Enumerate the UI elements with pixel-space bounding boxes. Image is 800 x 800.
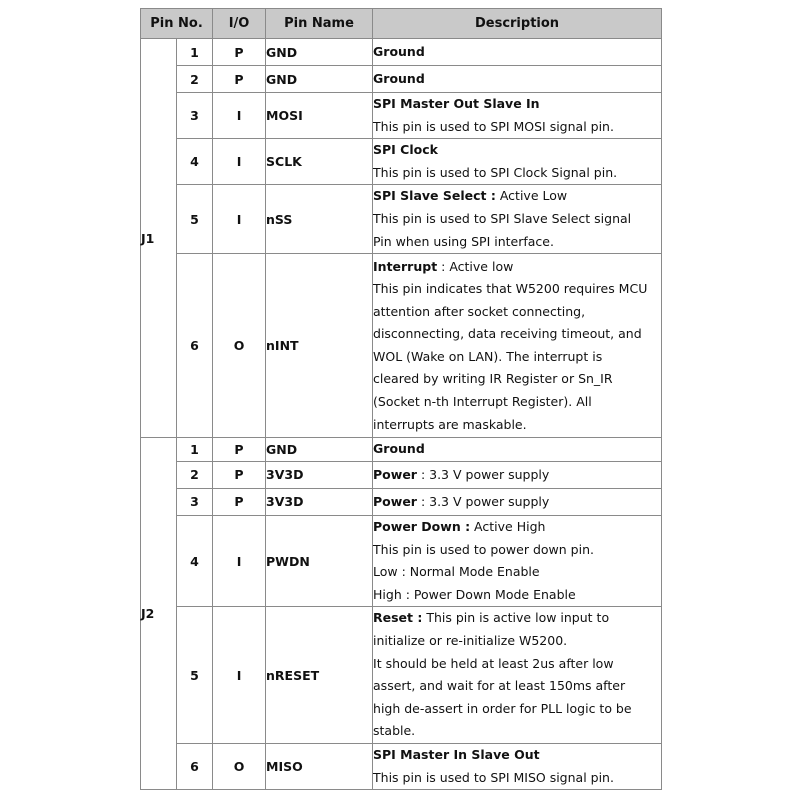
description-heading-line [373, 256, 661, 279]
description-title: Power Down : [373, 518, 471, 534]
description-heading-line [373, 185, 661, 208]
pin-io-type: I [213, 93, 266, 139]
pin-name: GND [266, 66, 373, 93]
description-suffix: : Active low [437, 258, 514, 274]
description-heading-line [373, 438, 661, 461]
pin-name: MISO [266, 743, 373, 789]
pin-name: GND [266, 438, 373, 462]
pin-description [373, 743, 662, 789]
pin-description [373, 461, 662, 488]
pin-name: nINT [266, 254, 373, 438]
pin-number: 4 [177, 515, 213, 606]
description-title: SPI Master In Slave Out [373, 746, 540, 762]
table-row [141, 461, 662, 488]
description-heading-line [373, 139, 661, 162]
pin-io-type: P [213, 461, 266, 488]
pin-number: 5 [177, 607, 213, 744]
pin-io-type: O [213, 254, 266, 438]
description-line: initialize or re-initialize W5200. [373, 632, 568, 648]
pin-name: nSS [266, 185, 373, 254]
description-heading-line [373, 516, 661, 539]
description-title: Interrupt [373, 258, 438, 274]
pin-io-type: O [213, 743, 266, 789]
description-suffix: Active Low [495, 188, 568, 204]
description-line: This pin is used to SPI MISO signal pin. [373, 769, 614, 785]
header-io: I/O [213, 9, 266, 39]
pin-description [373, 39, 662, 66]
pin-description [373, 139, 662, 185]
table-row [141, 254, 662, 438]
description-line: WOL (Wake on LAN). The interrupt is [373, 348, 603, 364]
table-row [141, 438, 662, 462]
table-row [141, 185, 662, 254]
description-title: Power [373, 493, 417, 509]
description-line: Low : Normal Mode Enable [373, 564, 540, 580]
description-suffix: : 3.3 V power supply [416, 493, 550, 509]
description-heading-line [373, 491, 661, 514]
pin-name: SCLK [266, 139, 373, 185]
pin-table [140, 8, 662, 790]
header-pin-no: Pin No. [141, 9, 213, 39]
description-title: Reset : [373, 610, 423, 626]
pin-io-type: P [213, 39, 266, 66]
description-title: SPI Clock [373, 142, 438, 158]
pin-io-type: I [213, 139, 266, 185]
description-title: Ground [373, 43, 425, 59]
connector-label: J1 [141, 39, 177, 438]
table-row [141, 743, 662, 789]
pin-description [373, 185, 662, 254]
description-suffix: Active High [470, 518, 546, 534]
description-heading-line [373, 464, 661, 487]
description-title: Ground [373, 441, 425, 457]
pin-number: 1 [177, 39, 213, 66]
pin-name: nRESET [266, 607, 373, 744]
pin-number: 3 [177, 93, 213, 139]
description-line: Pin when using SPI interface. [373, 233, 554, 249]
pin-io-type: I [213, 515, 266, 606]
pin-description [373, 93, 662, 139]
table-row [141, 139, 662, 185]
description-heading-line [373, 41, 661, 64]
description-line: high de-assert in order for PLL logic to be [373, 700, 632, 716]
pin-name: MOSI [266, 93, 373, 139]
description-line: stable. [373, 723, 416, 739]
description-title: Power [373, 466, 417, 482]
description-heading-line [373, 607, 661, 630]
pin-number: 6 [177, 254, 213, 438]
description-title: SPI Master Out Slave In [373, 96, 540, 111]
table-row [141, 515, 662, 606]
description-line: interrupts are maskable. [373, 416, 527, 432]
pin-description [373, 515, 662, 606]
table-row [141, 39, 662, 66]
description-line: cleared by writing IR Register or Sn_IR [373, 371, 613, 387]
pin-io-type: P [213, 488, 266, 515]
pin-io-type: P [213, 66, 266, 93]
description-line: High : Power Down Mode Enable [373, 586, 576, 602]
description-line: This pin is used to SPI Clock Signal pin. [373, 164, 618, 180]
description-line: This pin indicates that W5200 requires MCU [373, 281, 648, 297]
table-row [141, 93, 662, 139]
description-line: This pin is used to SPI MOSI signal pin. [373, 118, 614, 134]
description-line: disconnecting, data receiving timeout, and [373, 326, 642, 342]
pin-number: 6 [177, 743, 213, 789]
pin-number: 3 [177, 488, 213, 515]
description-line: (Socket n-th Interrupt Register). All [373, 394, 592, 410]
description-heading-line [373, 93, 661, 116]
table-row [141, 66, 662, 93]
description-title: Ground [373, 70, 425, 86]
table-row [141, 488, 662, 515]
pin-description [373, 607, 662, 744]
pin-number: 2 [177, 66, 213, 93]
pin-name: GND [266, 39, 373, 66]
description-suffix: This pin is active low input to [422, 610, 610, 626]
pin-description [373, 438, 662, 462]
description-line: This pin is used to SPI Slave Select signal [373, 211, 632, 227]
pin-description [373, 254, 662, 438]
pin-io-type: I [213, 185, 266, 254]
pin-name: 3V3D [266, 461, 373, 488]
header-pin-name: Pin Name [266, 9, 373, 39]
pin-io-type: I [213, 607, 266, 744]
header-description: Description [373, 9, 662, 39]
pin-number: 1 [177, 438, 213, 462]
pin-number: 2 [177, 461, 213, 488]
pin-name: 3V3D [266, 488, 373, 515]
pin-io-type: P [213, 438, 266, 462]
description-heading-line [373, 744, 661, 767]
pin-description [373, 66, 662, 93]
description-heading-line [373, 68, 661, 91]
description-line: This pin is used to power down pin. [373, 541, 594, 557]
pin-name: PWDN [266, 515, 373, 606]
description-line: assert, and wait for at least 150ms after [373, 678, 626, 694]
table-row [141, 607, 662, 744]
pin-description [373, 488, 662, 515]
description-line: It should be held at least 2us after low [373, 655, 614, 671]
pin-number: 4 [177, 139, 213, 185]
pin-number: 5 [177, 185, 213, 254]
header-row [141, 9, 662, 39]
description-line: attention after socket connecting, [373, 303, 586, 319]
connector-label: J2 [141, 438, 177, 790]
description-title: SPI Slave Select : [373, 188, 496, 204]
description-suffix: : 3.3 V power supply [416, 466, 550, 482]
